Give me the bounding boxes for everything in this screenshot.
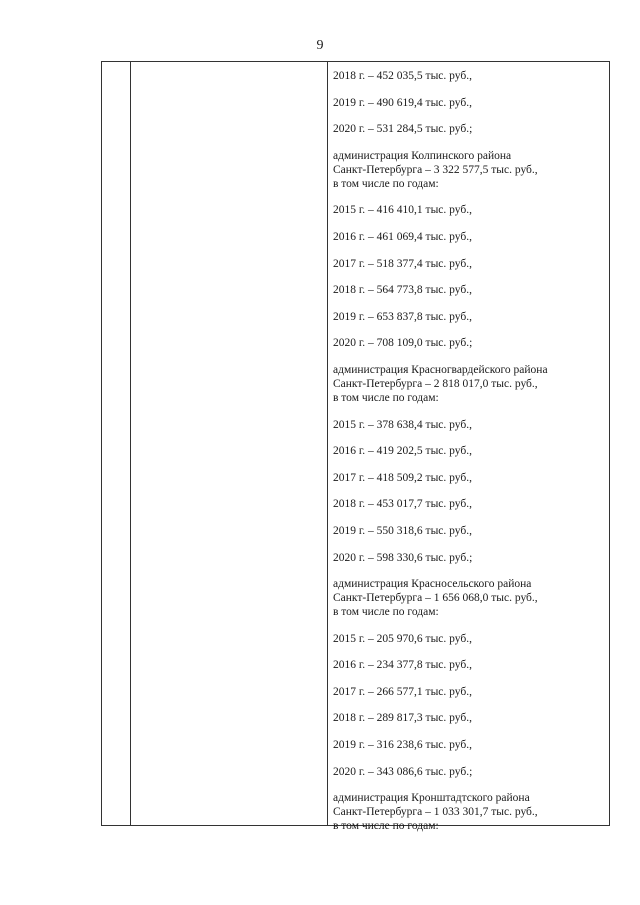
district-name: администрация Кронштадтского района — [333, 792, 530, 805]
page-number: 9 — [316, 38, 324, 53]
column-divider — [327, 62, 328, 825]
district-amount: Санкт-Петербурга – 1 656 068,0 тыс. руб., — [333, 592, 538, 605]
by-years-caption: в том числе по годам: — [333, 177, 439, 190]
budget-content-cell — [333, 69, 603, 846]
district-amount: Санкт-Петербурга – 2 818 017,0 тыс. руб., — [333, 377, 538, 390]
year-amount-line: 2020 г. – 343 086,6 тыс. руб.; — [333, 765, 473, 778]
year-amount-line: 2018 г. – 452 035,5 тыс. руб., — [333, 70, 472, 82]
district-total — [333, 363, 603, 405]
by-years-caption: в том числе по годам: — [333, 391, 439, 404]
year-amount-line: 2015 г. – 378 638,4 тыс. руб., — [333, 418, 472, 431]
district-total — [333, 149, 603, 191]
year-amount-line: 2019 г. – 653 837,8 тыс. руб., — [333, 310, 472, 323]
year-amount-line: 2017 г. – 418 509,2 тыс. руб., — [333, 471, 472, 484]
year-amount-line: 2016 г. – 419 202,5 тыс. руб., — [333, 445, 472, 458]
year-amount-line: 2019 г. – 490 619,4 тыс. руб., — [333, 96, 472, 109]
budget-table — [101, 61, 610, 833]
district-name: администрация Красносельского района — [333, 578, 532, 591]
year-amount-line: 2017 г. – 266 577,1 тыс. руб., — [333, 685, 472, 698]
district-name: администрация Колпинского района — [333, 149, 512, 162]
district-amount: Санкт-Петербурга – 1 033 301,7 тыс. руб., — [333, 806, 538, 819]
year-amount-line: 2018 г. – 289 817,3 тыс. руб., — [333, 712, 472, 725]
year-amount-line: 2020 г. – 598 330,6 тыс. руб.; — [333, 551, 473, 564]
district-total — [333, 577, 603, 619]
district-name: администрация Красногвардейского района — [333, 363, 548, 376]
year-amount-line: 2018 г. – 453 017,7 тыс. руб., — [333, 498, 472, 511]
district-amount: Санкт-Петербурга – 3 322 577,5 тыс. руб., — [333, 163, 538, 176]
year-amount-line: 2020 г. – 531 284,5 тыс. руб.; — [333, 123, 473, 136]
column-divider — [130, 62, 131, 825]
year-amount-line: 2018 г. – 564 773,8 тыс. руб., — [333, 284, 472, 297]
year-amount-line: 2016 г. – 461 069,4 тыс. руб., — [333, 230, 472, 243]
by-years-caption: в том числе по годам: — [333, 820, 439, 833]
year-amount-line: 2015 г. – 205 970,6 тыс. руб., — [333, 632, 472, 645]
year-amount-line: 2019 г. – 550 318,6 тыс. руб., — [333, 524, 472, 537]
year-amount-line: 2017 г. – 518 377,4 тыс. руб., — [333, 257, 472, 270]
by-years-caption: в том числе по годам: — [333, 606, 439, 619]
year-amount-line: 2019 г. – 316 238,6 тыс. руб., — [333, 739, 472, 752]
district-total — [333, 791, 603, 833]
year-amount-line: 2016 г. – 234 377,8 тыс. руб., — [333, 659, 472, 672]
year-amount-line: 2015 г. – 416 410,1 тыс. руб., — [333, 204, 472, 217]
year-amount-line: 2020 г. – 708 109,0 тыс. руб.; — [333, 337, 473, 350]
